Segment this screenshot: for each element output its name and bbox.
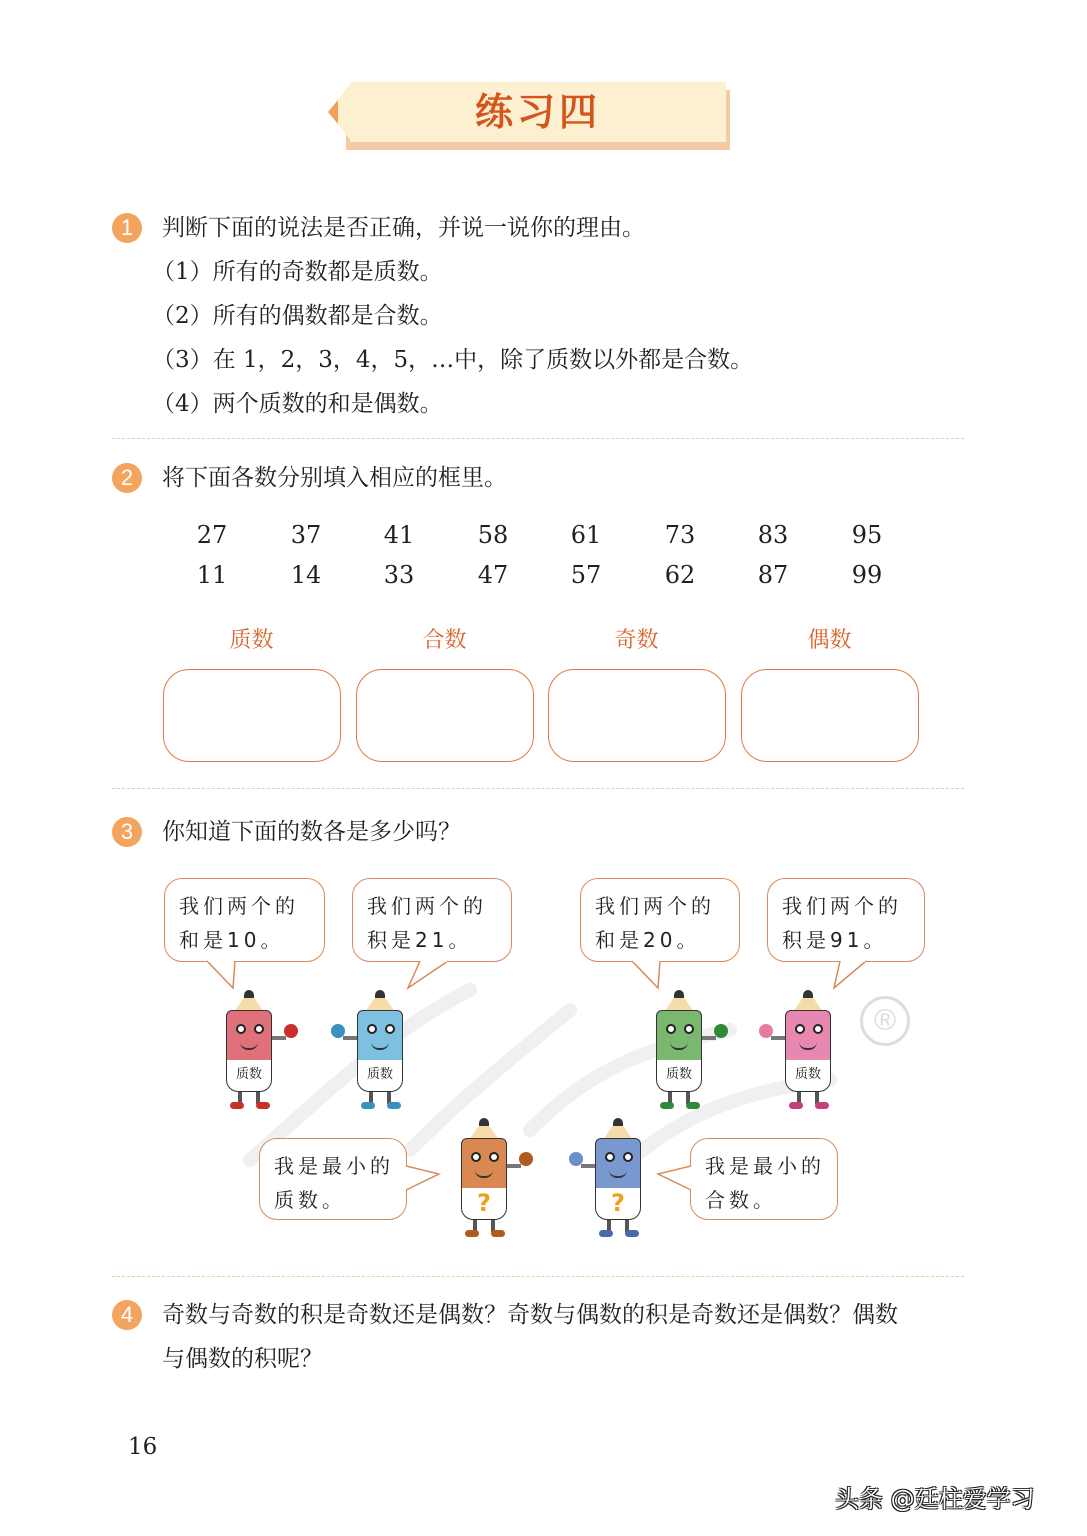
number-cell: 73: [664, 521, 696, 549]
pencil-character-pink: [773, 990, 843, 1110]
pencil-body: [226, 1010, 272, 1062]
answer-box-even[interactable]: [741, 669, 919, 762]
shoe: [361, 1102, 375, 1109]
eye-icon: [385, 1024, 395, 1034]
speech-bubble: [164, 878, 325, 962]
question-1-item-1: （1）所有的奇数都是质数。: [152, 259, 443, 285]
category-label-even: 偶数: [807, 628, 852, 653]
bubble-line: 我们两个的: [782, 894, 902, 918]
arm: [272, 1036, 286, 1040]
pencil-lead: [674, 990, 684, 998]
question-4-line-2: 与偶数的积呢？: [162, 1346, 323, 1372]
bubble-line: 质数。: [274, 1188, 346, 1212]
speech-bubble: [767, 878, 925, 962]
page-title: 练习四: [474, 89, 601, 134]
eye-icon: [367, 1024, 377, 1034]
shoe: [625, 1230, 639, 1237]
number-cell: 41: [383, 521, 415, 549]
arm: [343, 1036, 357, 1040]
number-cell: 33: [383, 561, 415, 589]
category-label-composite: 合数: [422, 628, 467, 653]
pencil-label: 质数: [226, 1060, 272, 1092]
pencil-lead: [803, 990, 813, 998]
question-1-item-2: （2）所有的偶数都是合数。: [152, 303, 443, 329]
glove-icon: [519, 1152, 533, 1166]
pencil-label: [595, 1188, 641, 1220]
speech-bubble: [580, 878, 740, 962]
pencil-body: [595, 1138, 641, 1190]
number-cell: 57: [570, 561, 602, 589]
speech-bubble: [690, 1138, 838, 1220]
eye-icon: [684, 1024, 694, 1034]
question-1-prompt: 判断下面的说法是否正确，并说一说你的理由。: [162, 215, 645, 241]
bubble-tail-icon: [404, 960, 454, 990]
question-2-badge: 2: [112, 463, 142, 493]
bubble-line: 我们两个的: [179, 894, 299, 918]
speech-bubble: [259, 1138, 407, 1220]
eye-icon: [795, 1024, 805, 1034]
eye-icon: [254, 1024, 264, 1034]
bubble-line: 积是91。: [782, 928, 888, 952]
title-banner: [328, 82, 730, 150]
eye-icon: [813, 1024, 823, 1034]
eye-icon: [605, 1152, 615, 1162]
shoe: [491, 1230, 505, 1237]
question-3-badge: 3: [112, 817, 142, 847]
number-cell: 61: [570, 521, 602, 549]
question-mark-icon: ?: [611, 1189, 625, 1217]
pencil-label: [461, 1188, 507, 1220]
pencil-character-green: [644, 990, 714, 1110]
shoe: [230, 1102, 244, 1109]
question-4-badge: 4: [112, 1300, 142, 1330]
eye-icon: [666, 1024, 676, 1034]
pencil-lead: [479, 1118, 489, 1126]
shoe: [387, 1102, 401, 1109]
eye-icon: [489, 1152, 499, 1162]
pencil-body: [461, 1138, 507, 1190]
arm: [702, 1036, 716, 1040]
shoe: [660, 1102, 674, 1109]
number-cell: 47: [477, 561, 509, 589]
number-cell: 27: [196, 521, 228, 549]
number-cell: 58: [477, 521, 509, 549]
shoe: [686, 1102, 700, 1109]
answer-box-prime[interactable]: [163, 669, 341, 762]
section-divider: [112, 438, 964, 439]
pencil-character-blue: [345, 990, 415, 1110]
registered-mark-icon: ®: [860, 996, 910, 1046]
bubble-line: 和是20。: [595, 928, 701, 952]
arm: [771, 1036, 785, 1040]
bubble-tail-icon: [630, 960, 670, 990]
bubble-tail-icon: [832, 960, 872, 990]
category-label-prime: 质数: [229, 628, 274, 653]
source-credit: 头条 @廷柱爱学习: [835, 1485, 1035, 1513]
section-divider: [112, 788, 964, 789]
question-1-item-3: （3）在 1，2，3，4，5，…中，除了质数以外都是合数。: [152, 347, 754, 373]
question-1-badge: 1: [112, 213, 142, 243]
pencil-lead: [375, 990, 385, 998]
bubble-line: 积是21。: [367, 928, 473, 952]
number-cell: 14: [290, 561, 322, 589]
bubble-line: 和是10。: [179, 928, 285, 952]
number-cell: 99: [851, 561, 883, 589]
pencil-body: [357, 1010, 403, 1062]
bubble-tail-icon: [405, 1160, 441, 1196]
section-divider: [112, 1276, 964, 1277]
question-1-item-4: （4）两个质数的和是偶数。: [152, 391, 443, 417]
pencil-character-slate-blue: [583, 1118, 653, 1238]
banner-arrow-tip-icon: [328, 100, 338, 124]
eye-icon: [471, 1152, 481, 1162]
shoe: [815, 1102, 829, 1109]
bubble-tail-icon: [205, 960, 245, 990]
pencil-label: 质数: [785, 1060, 831, 1092]
shoe: [789, 1102, 803, 1109]
number-cell: 95: [851, 521, 883, 549]
bubble-tail-icon: [656, 1160, 692, 1196]
number-cell: 37: [290, 521, 322, 549]
pencil-lead: [244, 990, 254, 998]
question-2-prompt: 将下面各数分别填入相应的框里。: [162, 465, 507, 491]
pencil-body: [785, 1010, 831, 1062]
bubble-line: 我们两个的: [595, 894, 715, 918]
shoe: [465, 1230, 479, 1237]
eye-icon: [236, 1024, 246, 1034]
answer-box-composite[interactable]: [356, 669, 534, 762]
bubble-line: 我们两个的: [367, 894, 487, 918]
pencil-character-red: [214, 990, 284, 1110]
number-cell: 11: [196, 561, 228, 589]
eye-icon: [623, 1152, 633, 1162]
question-3-prompt: 你知道下面的数各是多少吗？: [162, 819, 461, 845]
category-label-odd: 奇数: [614, 628, 659, 653]
answer-box-odd[interactable]: [548, 669, 726, 762]
bubble-line: 合数。: [705, 1188, 777, 1212]
bubble-line: 我是最小的: [274, 1154, 394, 1178]
pencil-label: 质数: [656, 1060, 702, 1092]
glove-icon: [714, 1024, 728, 1038]
number-cell: 83: [757, 521, 789, 549]
question-mark-icon: ?: [477, 1189, 491, 1217]
speech-bubble: [352, 878, 512, 962]
shoe: [256, 1102, 270, 1109]
number-cell: 62: [664, 561, 696, 589]
pencil-lead: [613, 1118, 623, 1126]
bubble-line: 我是最小的: [705, 1154, 825, 1178]
page-number: 16: [128, 1434, 158, 1460]
arm: [581, 1164, 595, 1168]
pencil-body: [656, 1010, 702, 1062]
arm: [507, 1164, 521, 1168]
pencil-label: 质数: [357, 1060, 403, 1092]
question-4-line-1: 奇数与奇数的积是奇数还是偶数？奇数与偶数的积是奇数还是偶数？偶数: [162, 1302, 898, 1328]
shoe: [599, 1230, 613, 1237]
number-cell: 87: [757, 561, 789, 589]
glove-icon: [284, 1024, 298, 1038]
pencil-character-orange: [449, 1118, 519, 1238]
